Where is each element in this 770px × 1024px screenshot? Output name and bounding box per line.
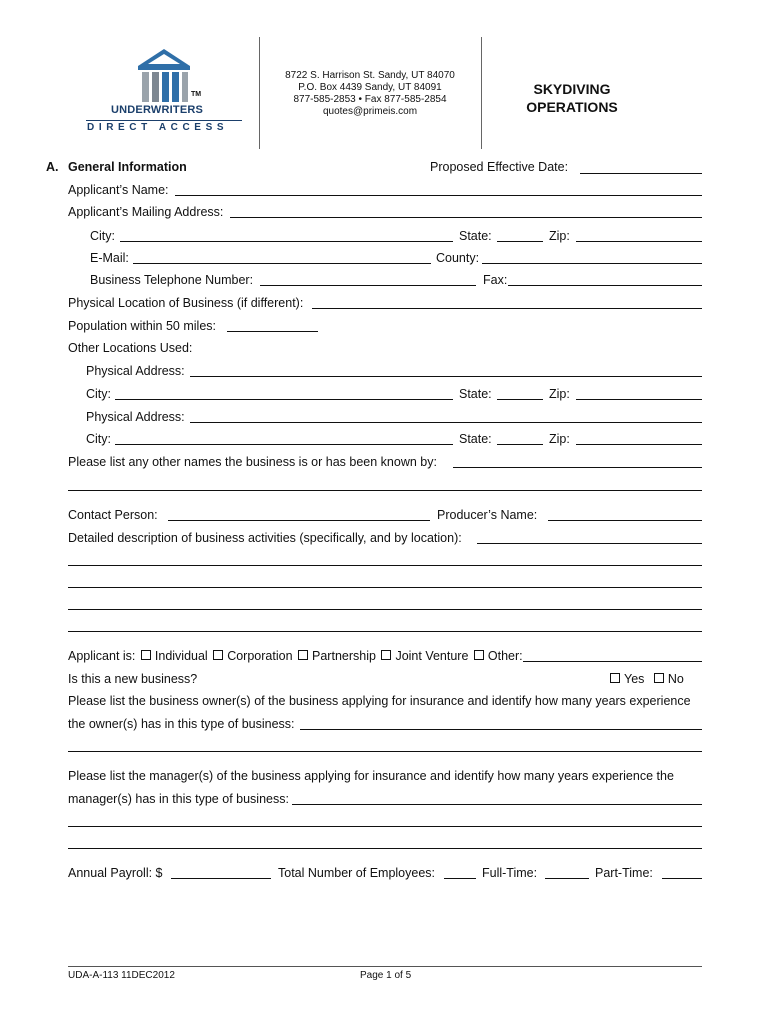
part-time-field[interactable] — [662, 878, 702, 879]
email-field[interactable] — [133, 263, 431, 264]
annual-payroll-field[interactable] — [171, 878, 271, 879]
population-field[interactable] — [227, 331, 318, 332]
footer-form-id: UDA-A-113 11DEC2012 — [68, 970, 175, 981]
physical-location-field[interactable] — [312, 308, 702, 309]
logo-text-bottom: DIRECT ACCESS — [87, 122, 229, 133]
managers-field-3[interactable] — [68, 848, 702, 849]
other-checkbox[interactable] — [474, 650, 484, 660]
effective-date-label: Proposed Effective Date: — [430, 160, 569, 174]
description-field[interactable] — [477, 543, 702, 544]
individual-checkbox[interactable] — [141, 650, 151, 660]
contact-phone-fax: 877-585-2853 • Fax 877-585-2854 — [293, 94, 447, 105]
zip-label-3: Zip: — [549, 432, 570, 446]
description-label: Detailed description of business activities (specifically, and by location): — [68, 531, 462, 545]
contact-person-field[interactable] — [168, 520, 430, 521]
state-label-3: State: — [459, 432, 492, 446]
city-field-3[interactable] — [115, 444, 453, 445]
total-employees-label: Total Number of Employees: — [278, 866, 436, 880]
joint-venture-checkbox[interactable] — [381, 650, 391, 660]
logo-text-top: UNDERWRITERS — [111, 104, 204, 116]
zip-field-2[interactable] — [576, 399, 702, 400]
other-names-field[interactable] — [453, 467, 702, 468]
effective-date-field[interactable] — [580, 173, 702, 174]
city-label-3: City: — [86, 432, 111, 446]
city-label-2: City: — [86, 387, 111, 401]
partnership-checkbox[interactable] — [298, 650, 308, 660]
new-business-options — [608, 672, 684, 686]
zip-label-2: Zip: — [549, 387, 570, 401]
header-divider-right — [481, 37, 482, 149]
email-label: E-Mail: — [90, 251, 129, 265]
other-names-field-2[interactable] — [68, 490, 702, 491]
county-field[interactable] — [482, 263, 702, 264]
footer-page-number: Page 1 of 5 — [360, 970, 412, 981]
producer-name-label: Producer’s Name: — [437, 508, 538, 522]
individual-label: Individual — [154, 649, 208, 663]
description-field-3[interactable] — [68, 587, 702, 588]
population-label: Population within 50 miles: — [68, 319, 216, 333]
city-label: City: — [90, 229, 115, 243]
mailing-address-field[interactable] — [230, 217, 702, 218]
phone-label: Business Telephone Number: — [90, 273, 254, 287]
other-names-label: Please list any other names the business is or has been known by: — [68, 455, 437, 469]
state-label-2: State: — [459, 387, 492, 401]
new-business-label: Is this a new business? — [68, 672, 198, 686]
yes-checkbox[interactable] — [610, 673, 620, 683]
section-title: General Information — [68, 160, 187, 174]
zip-field-3[interactable] — [576, 444, 702, 445]
state-field-3[interactable] — [497, 444, 543, 445]
physical-address-field-1[interactable] — [190, 376, 702, 377]
fax-label: Fax: — [483, 273, 508, 287]
county-label: County: — [436, 251, 480, 265]
state-field[interactable] — [497, 241, 543, 242]
form-title: SKYDIVING OPERATIONS — [526, 81, 618, 115]
company-contact — [260, 70, 480, 118]
other-label: Other: — [487, 649, 523, 663]
owners-field-2[interactable] — [68, 751, 702, 752]
owners-label-line1: Please list the business owner(s) of the business applying for insurance and identify how many years experience — [68, 694, 691, 708]
part-time-label: Part-Time: — [595, 866, 653, 880]
annual-payroll-label: Annual Payroll: $ — [68, 866, 163, 880]
physical-location-label: Physical Location of Business (if different): — [68, 296, 304, 310]
contact-email: quotes@primeis.com — [322, 106, 418, 117]
description-field-2[interactable] — [68, 565, 702, 566]
state-field-2[interactable] — [497, 399, 543, 400]
city-field-2[interactable] — [115, 399, 453, 400]
producer-name-field[interactable] — [548, 520, 702, 521]
managers-label-line2: manager(s) has in this type of business: — [68, 792, 289, 806]
no-checkbox[interactable] — [654, 673, 664, 683]
applicant-type-row — [68, 649, 523, 663]
contact-person-label: Contact Person: — [68, 508, 158, 522]
footer-rule — [68, 966, 702, 967]
logo-trademark: TM — [191, 91, 202, 98]
applicant-is-label: Applicant is: — [68, 649, 136, 663]
joint-venture-label: Joint Venture — [395, 649, 469, 663]
applicant-name-label: Applicant’s Name: — [68, 183, 169, 197]
company-logo — [84, 46, 244, 136]
fax-field[interactable] — [508, 285, 702, 286]
owners-field[interactable] — [300, 729, 702, 730]
state-label: State: — [459, 229, 492, 243]
description-field-4[interactable] — [68, 609, 702, 610]
other-locations-label: Other Locations Used: — [68, 341, 193, 355]
physical-address-label-1: Physical Address: — [86, 364, 185, 378]
description-field-5[interactable] — [68, 631, 702, 632]
managers-field[interactable] — [292, 804, 702, 805]
city-field[interactable] — [120, 241, 453, 242]
other-type-field[interactable] — [523, 661, 702, 662]
no-label: No — [667, 672, 684, 686]
full-time-label: Full-Time: — [482, 866, 538, 880]
corporation-label: Corporation — [227, 649, 293, 663]
contact-address: 8722 S. Harrison St. Sandy, UT 84070 — [285, 70, 455, 81]
corporation-checkbox[interactable] — [213, 650, 223, 660]
managers-label-line1: Please list the manager(s) of the business applying for insurance and identify how many years experience the — [68, 769, 674, 783]
phone-field[interactable] — [260, 285, 476, 286]
managers-field-2[interactable] — [68, 826, 702, 827]
mailing-address-label: Applicant’s Mailing Address: — [68, 205, 224, 219]
yes-label: Yes — [624, 672, 645, 686]
physical-address-field-2[interactable] — [190, 422, 702, 423]
zip-field[interactable] — [576, 241, 702, 242]
full-time-field[interactable] — [545, 878, 589, 879]
physical-address-label-2: Physical Address: — [86, 410, 185, 424]
section-letter: A. — [46, 160, 59, 174]
zip-label: Zip: — [549, 229, 570, 243]
owners-label-line2: the owner(s) has in this type of business: — [68, 717, 295, 731]
total-employees-field[interactable] — [444, 878, 476, 879]
partnership-label: Partnership — [312, 649, 376, 663]
applicant-name-field[interactable] — [175, 195, 702, 196]
contact-po-box: P.O. Box 4439 Sandy, UT 84091 — [298, 82, 442, 93]
